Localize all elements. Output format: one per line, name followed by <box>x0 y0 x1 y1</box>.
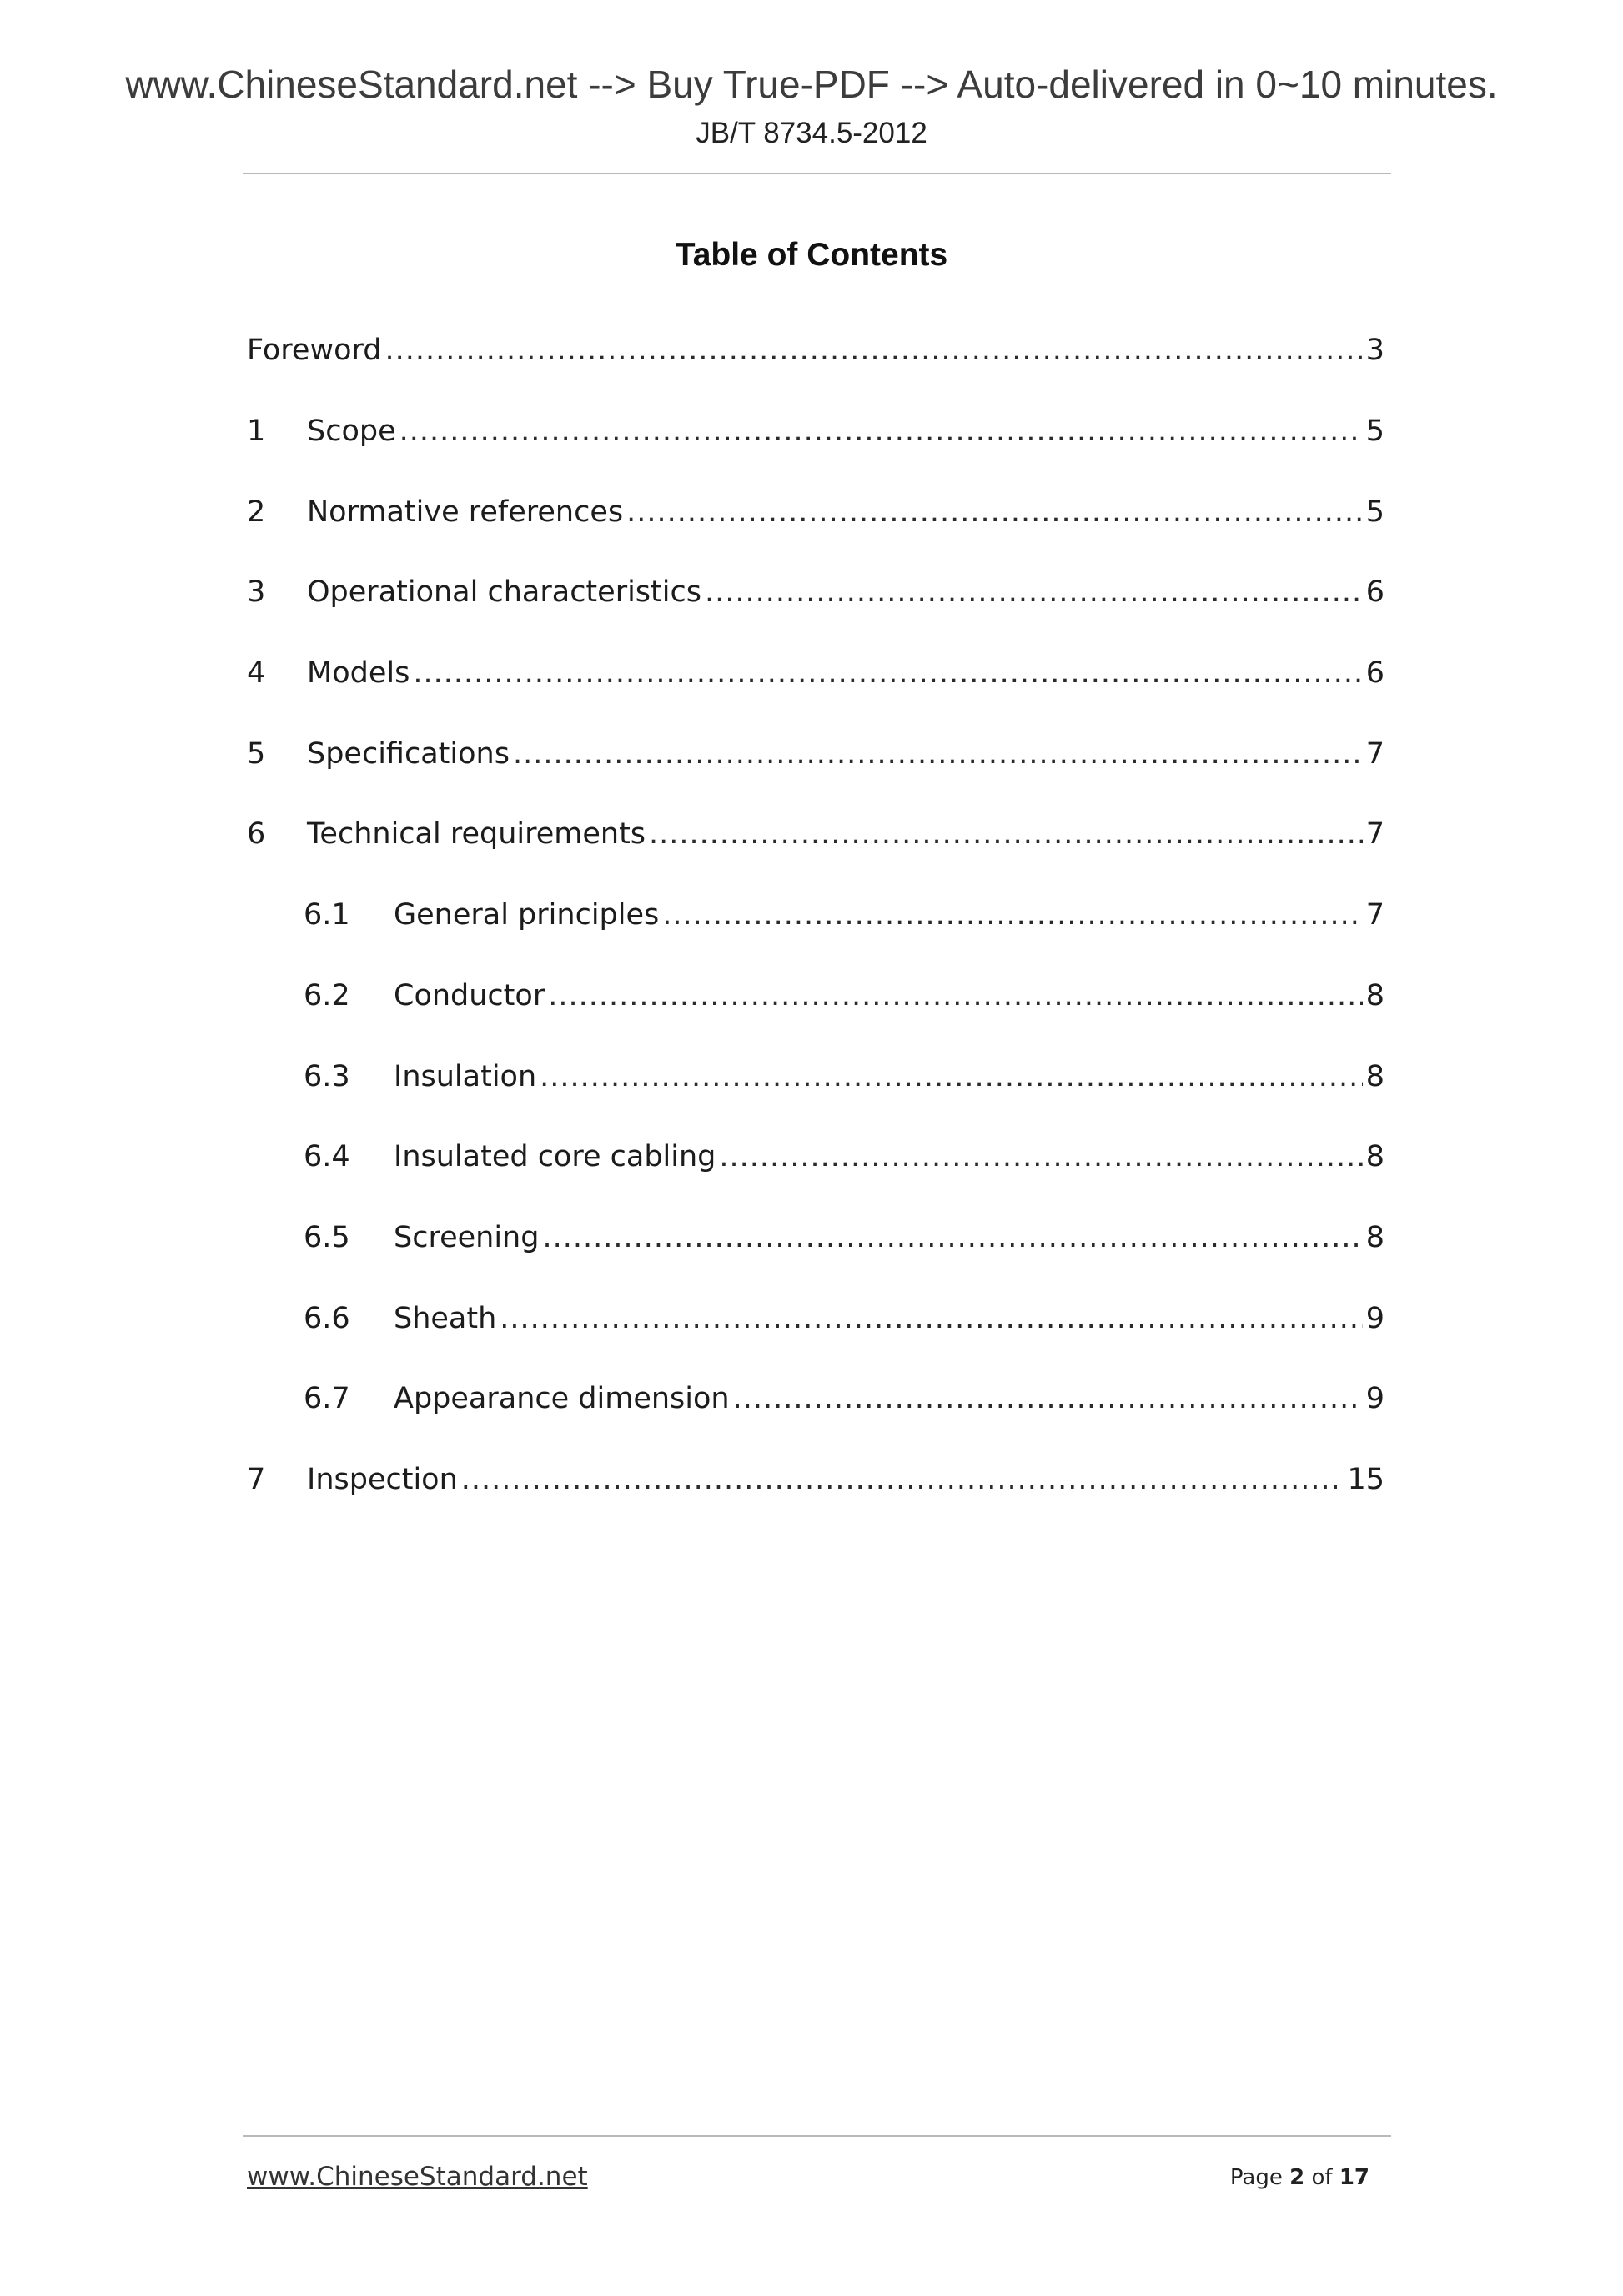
toc-dot-leader <box>500 1302 1362 1335</box>
toc-dot-leader <box>626 495 1363 529</box>
toc-entry-page: 7 <box>1365 817 1384 852</box>
toc-dot-leader <box>548 979 1363 1012</box>
toc-entry-conductor[interactable] <box>247 956 1384 1037</box>
toc-entry-label: Screening <box>394 1220 540 1254</box>
toc-dot-leader <box>461 1463 1344 1496</box>
toc-entry-label: Insulation <box>394 1059 537 1093</box>
footer-page-current: 2 <box>1289 2165 1305 2190</box>
toc-entry-number: 6.3 <box>304 1059 350 1093</box>
toc-entry-label: Normative references <box>307 495 624 529</box>
toc-entry-models[interactable] <box>247 633 1384 714</box>
toc-entry-page: 8 <box>1365 1220 1384 1254</box>
toc-dot-leader <box>384 334 1362 367</box>
toc-dot-leader <box>540 1060 1363 1093</box>
toc-entry-label: Inspection <box>307 1462 458 1496</box>
footer-page-prefix: Page <box>1229 2165 1283 2190</box>
toc-entry-number: 7 <box>247 1462 266 1496</box>
standard-code: JB/T 8734.5-2012 <box>696 117 927 149</box>
table-of-contents <box>247 310 1384 1520</box>
toc-entry-label: Models <box>307 656 410 691</box>
toc-dot-leader <box>733 1382 1363 1415</box>
toc-entry-label: Conductor <box>394 978 545 1012</box>
toc-entry-number: 6.7 <box>304 1382 350 1416</box>
toc-dot-leader <box>705 575 1363 609</box>
toc-entry-page: 6 <box>1365 656 1384 691</box>
toc-entry-page: 3 <box>1365 334 1384 368</box>
toc-entry-page: 9 <box>1365 1382 1384 1416</box>
toc-entry-label: General principles <box>394 898 660 932</box>
toc-entry-label: Operational characteristics <box>307 575 701 610</box>
toc-dot-leader <box>399 414 1363 448</box>
toc-entry-general-principles[interactable] <box>247 875 1384 956</box>
toc-entry-number: 6.6 <box>304 1301 350 1335</box>
footer-page-number <box>1184 2165 1369 2190</box>
footer-website-link[interactable]: www.ChineseStandard.net <box>247 2162 588 2192</box>
footer-page-total: 17 <box>1339 2165 1369 2190</box>
toc-entry-technical-requirements[interactable] <box>247 794 1384 875</box>
toc-entry-page: 8 <box>1365 978 1384 1012</box>
toc-entry-specifications[interactable] <box>247 713 1384 794</box>
toc-entry-label: Specifications <box>307 736 510 771</box>
toc-dot-leader <box>413 656 1362 690</box>
toc-entry-label: Insulated core cabling <box>394 1140 716 1174</box>
toc-entry-label: Scope <box>307 414 396 449</box>
toc-entry-number: 6.4 <box>304 1140 350 1174</box>
toc-entry-page: 7 <box>1365 898 1384 932</box>
toc-entry-page: 8 <box>1365 1140 1384 1174</box>
toc-entry-page: 6 <box>1365 575 1384 610</box>
header-divider <box>243 173 1391 174</box>
toc-entry-insulated-core-cabling[interactable] <box>247 1117 1384 1198</box>
toc-entry-scope[interactable] <box>247 391 1384 472</box>
toc-entry-number: 6.1 <box>304 898 350 932</box>
toc-entry-operational-characteristics[interactable] <box>247 552 1384 633</box>
toc-entry-label: Foreword <box>247 334 382 368</box>
toc-entry-number: 6 <box>247 817 266 852</box>
toc-entry-label: Sheath <box>394 1301 497 1335</box>
footer-page-of: of <box>1311 2165 1333 2190</box>
header-banner: www.ChineseStandard.net --> Buy True-PDF --> Auto-delivered in 0~10 minutes. <box>125 63 1498 106</box>
toc-entry-label: Appearance dimension <box>394 1382 730 1416</box>
toc-entry-inspection[interactable] <box>247 1439 1384 1520</box>
toc-entry-sheath[interactable] <box>247 1278 1384 1359</box>
toc-entry-number: 5 <box>247 736 266 771</box>
toc-dot-leader <box>513 737 1363 771</box>
toc-dot-leader <box>542 1221 1362 1254</box>
toc-dot-leader <box>719 1140 1362 1173</box>
toc-entry-page: 5 <box>1365 495 1384 529</box>
toc-entry-number: 6.5 <box>304 1220 350 1254</box>
toc-entry-number: 1 <box>247 414 266 449</box>
toc-entry-insulation[interactable] <box>247 1036 1384 1117</box>
toc-entry-page: 7 <box>1365 736 1384 771</box>
toc-entry-page: 8 <box>1365 1059 1384 1093</box>
toc-entry-appearance-dimension[interactable] <box>247 1359 1384 1439</box>
toc-entry-foreword[interactable] <box>247 310 1384 391</box>
toc-entry-number: 6.2 <box>304 978 350 1012</box>
toc-entry-screening[interactable] <box>247 1198 1384 1279</box>
toc-entry-label: Technical requirements <box>307 817 646 852</box>
toc-entry-normative-references[interactable] <box>247 471 1384 552</box>
toc-entry-number: 3 <box>247 575 266 610</box>
toc-dot-leader <box>649 817 1363 851</box>
toc-entry-number: 4 <box>247 656 266 691</box>
toc-entry-page: 5 <box>1365 414 1384 449</box>
toc-entry-number: 2 <box>247 495 266 529</box>
toc-entry-page: 9 <box>1365 1301 1384 1335</box>
footer-divider <box>243 2135 1391 2137</box>
toc-dot-leader <box>662 898 1362 932</box>
toc-title: Table of Contents <box>675 237 948 273</box>
toc-entry-page: 15 <box>1347 1462 1384 1496</box>
